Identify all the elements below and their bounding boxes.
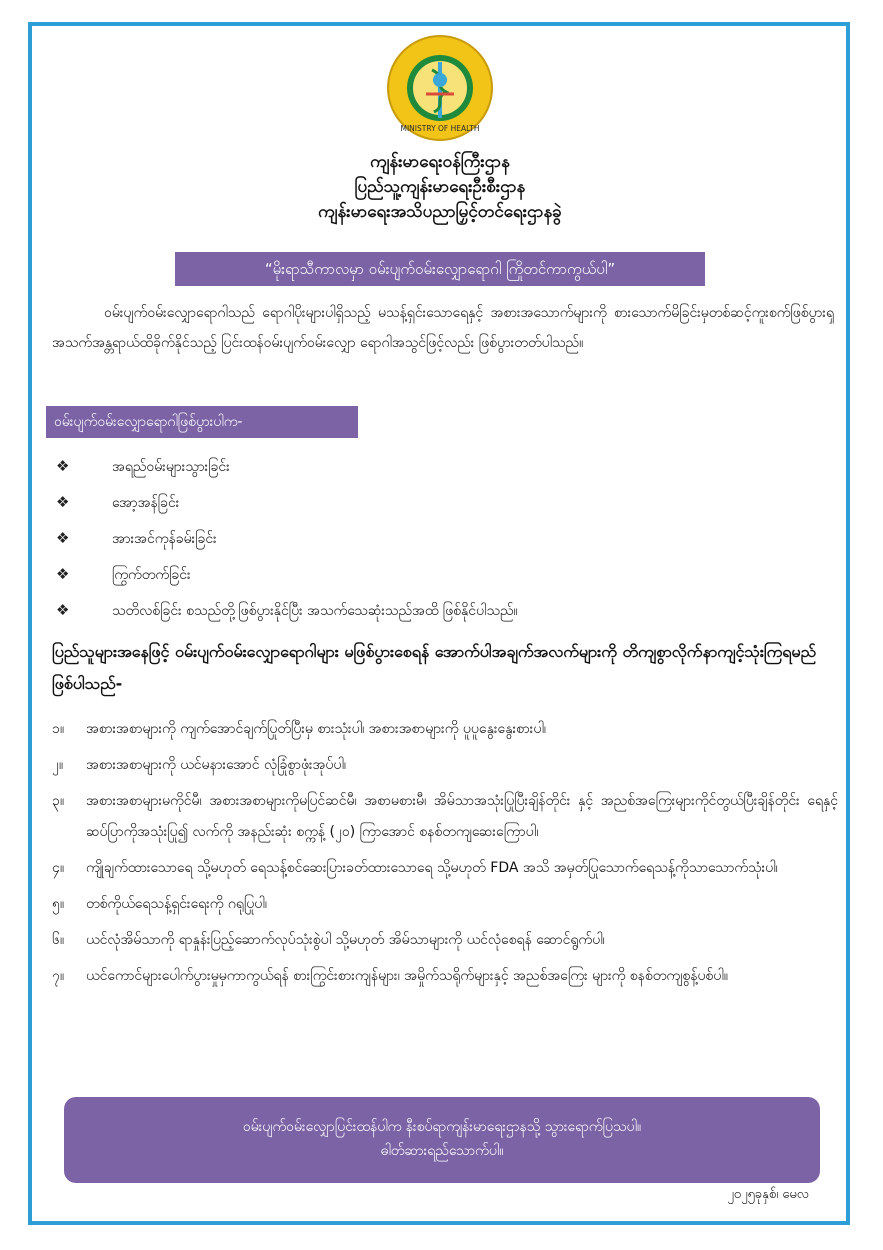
issue-date: ၂၀၂၅ခုနှစ်၊ မေလ <box>727 1187 809 1202</box>
campaign-title: “မိုးရာသီကာလမှာ ဝမ်းပျက်ဝမ်းလျှောရောဂါ ကြိုတင်ကာကွယ်ပါ” <box>175 252 705 286</box>
diamond-bullet-icon: ❖ <box>56 529 70 547</box>
step-item: ၂။ အစားအစာများကို ယင်မနားအောင် လုံခြုံစွာဖုံးအုပ်ပါ၊ <box>52 757 346 773</box>
notice-line-seek-care: ဝမ်းပျက်ဝမ်းလျှောပြင်းထန်ပါက နီးစပ်ရာကျန်းမာရေးဌာနသို့ သွားရောက်ပြသပါ။ <box>242 1119 642 1135</box>
ministry-of-health-logo <box>386 34 494 142</box>
diamond-bullet-icon: ❖ <box>56 565 70 583</box>
list-item: ❖ အားအင်ကုန်ခမ်းခြင်း <box>52 520 832 556</box>
step-item: ၃။ အစားအစာများမကိုင်မီ၊ အစားအစာများကိုမပြင်ဆင်မီ၊ အစာမစားမီ၊ အိမ်သာအသုံးပြုပြီးချိန်တိုင်း နှင့် အညစ်အကြေးများကိုင်တွယ်ပြီးချိန်တိုင်း ရေနှင့်ဆပ်ပြာကိုအသုံးပြု၍ လက်ကို အနည်းဆုံး စက္ကန့် (၂၀) ကြာအောင် စနစ်တကျဆေးကြောပါ၊ <box>52 793 838 840</box>
heading-division: ကျန်းမာရေးအသိပညာမြှင့်တင်ရေးဌာနခွဲ <box>318 202 562 222</box>
symptoms-list <box>52 448 832 628</box>
prevention-steps <box>52 714 838 997</box>
list-item: ❖ ကြွက်တက်ခြင်း <box>52 556 832 592</box>
step-item: ၁။ အစားအစာများကို ကျက်အောင်ချက်ပြုတ်ပြီးမှ စားသုံးပါ၊ အစားအစာများကို ပူပူနွေးနွေးစားပါ၊ <box>52 721 546 737</box>
diamond-bullet-icon: ❖ <box>56 457 70 475</box>
diamond-bullet-icon: ❖ <box>56 493 70 511</box>
symptoms-heading: ဝမ်းပျက်ဝမ်းလျှောရောဂါဖြစ်ပွားပါက- <box>46 406 358 438</box>
list-item: ❖ အရည်ဝမ်းများသွားခြင်း <box>52 448 832 484</box>
step-item: ၇။ ယင်ကောင်များပေါက်ပွားမှုမှကာကွယ်ရန် စားကြွင်းစားကျန်များ၊ အမှိုက်သရိုက်များနှင့် အညစ်အကြေး များကို စနစ်တကျစွန့်ပစ်ပါ။ <box>52 968 728 984</box>
list-item: ❖ သတိလစ်ခြင်း စသည်တို့ဖြစ်ပွားနိုင်ပြီး အသက်သေဆုံးသည်အထိ ဖြစ်နိုင်ပါသည်။ <box>52 592 832 628</box>
ministry-headings <box>40 150 840 225</box>
step-item: ၆။ ယင်လုံအိမ်သာကို ရာနှုန်းပြည့်ဆောက်လုပ်သုံးစွဲပါ သို့မဟုတ် အိမ်သာများကို ယင်လုံစေရန် ဆောင်ရွက်ပါ၊ <box>52 932 605 948</box>
heading-ministry: ကျန်းမာရေးဝန်ကြီးဌာန <box>370 152 510 172</box>
list-item: ❖ အော့အန်ခြင်း <box>52 484 832 520</box>
intro-paragraph: ဝမ်းပျက်ဝမ်းလျှောရောဂါသည် ရောဂါပိုးများပါရှိသည့် မသန့်ရှင်းသောရေနှင့် အစားအသောက်များကို စားသောက်မိခြင်းမှတစ်ဆင့်ကူးစက်ဖြစ်ပွားၡ အသက်အန္တရာယ်ထိခိုက်နိုင်သည့် ပြင်းထန်ဝမ်းပျက်ဝမ်းလျှော ရောဂါအသွင်ဖြင့်လည်း ဖြစ်ပွားတတ်ပါသည်။ <box>52 305 834 351</box>
step-item: ၅။ တစ်ကိုယ်ရေသန့်ရှင်းရေးကို ဂရုပြုပါ၊ <box>52 896 267 912</box>
urgent-care-notice <box>64 1097 820 1183</box>
step-item: ၄။ ကျိုချက်ထားသောရေ သို့မဟုတ် ရေသန့်စင်ဆေးပြားခတ်ထားသောရေ သို့မဟုတ် FDA အသိ အမှတ်ပြုသောက်ရေသန့်ကိုသာသောက်သုံးပါ၊ <box>52 860 778 876</box>
advice-heading: ပြည်သူများအနေဖြင့် ဝမ်းပျက်ဝမ်းလျှောရောဂါများ မဖြစ်ပွားစေရန် အောက်ပါအချက်အလက်များကို တိကျစွာလိုက်နာကျင့်သုံးကြရမည် ဖြစ်ပါသည်- <box>52 642 817 693</box>
diamond-bullet-icon: ❖ <box>56 601 70 619</box>
logo-label: MINISTRY OF HEALTH <box>400 124 480 133</box>
notice-line-ors: ဓါတ်ဆားရည်သောက်ပါ။ <box>380 1143 504 1159</box>
heading-department: ပြည်သူ့ကျန်းမာရေးဦးစီးဌာန <box>354 177 526 197</box>
